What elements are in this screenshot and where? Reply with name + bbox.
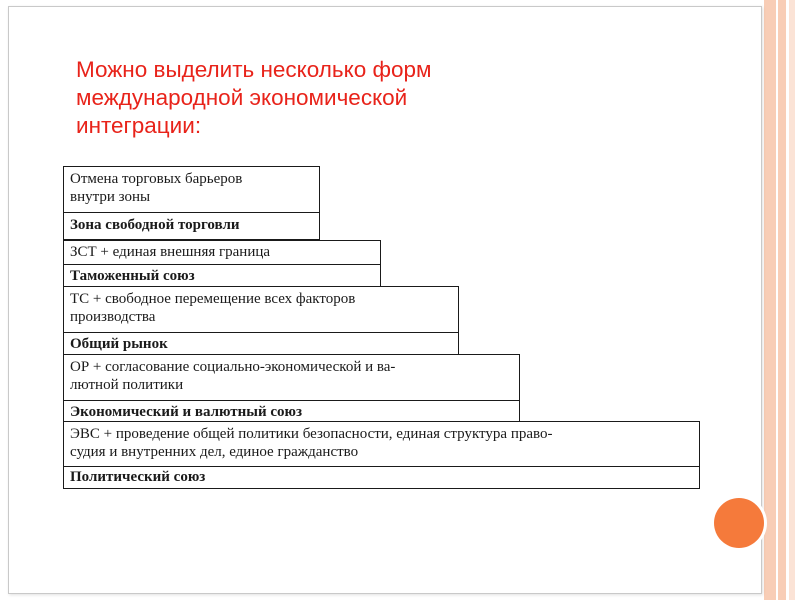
integration-step-political-union xyxy=(63,421,700,489)
description-line: лютной политики xyxy=(70,377,184,393)
description-line: внутри зоны xyxy=(70,189,151,205)
integration-step-customs-union xyxy=(63,240,381,289)
description-line: ТС + свободное перемещение всех факторов xyxy=(70,291,356,307)
step-name: Таможенный союз xyxy=(64,264,380,288)
title-line: интеграции: xyxy=(76,113,202,138)
step-name: Политический союз xyxy=(64,466,699,488)
step-name: Зона свободной торговли xyxy=(64,212,319,239)
decorative-stripe xyxy=(778,0,786,600)
integration-step-free-trade-zone xyxy=(63,166,320,240)
step-name: Экономический и валютный союз xyxy=(64,400,519,422)
title-line: международной экономической xyxy=(76,85,408,110)
description-line: Отмена торговых барьеров xyxy=(70,171,243,187)
step-description xyxy=(64,287,458,332)
title-line: Можно выделить несколько форм xyxy=(76,57,432,82)
step-description xyxy=(64,355,519,400)
step-description xyxy=(64,422,699,466)
decorative-stripe xyxy=(789,0,795,600)
description-line: ЗСТ + единая внешняя граница xyxy=(70,244,271,260)
step-description xyxy=(64,241,380,264)
accent-circle xyxy=(714,498,764,548)
step-name: Общий рынок xyxy=(64,332,458,356)
description-line: ЭВС + проведение общей политики безопасности, единая структура право- xyxy=(70,426,553,442)
description-line: судия и внутренних дел, единое гражданство xyxy=(70,444,359,460)
description-line: производства xyxy=(70,309,156,325)
slide-title xyxy=(76,56,556,140)
integration-step-economic-monetary-union xyxy=(63,354,520,423)
integration-step-common-market xyxy=(63,286,459,357)
step-description xyxy=(64,167,319,212)
description-line: ОР + согласование социально-экономической и ва- xyxy=(70,359,396,375)
decorative-stripe xyxy=(764,0,776,600)
